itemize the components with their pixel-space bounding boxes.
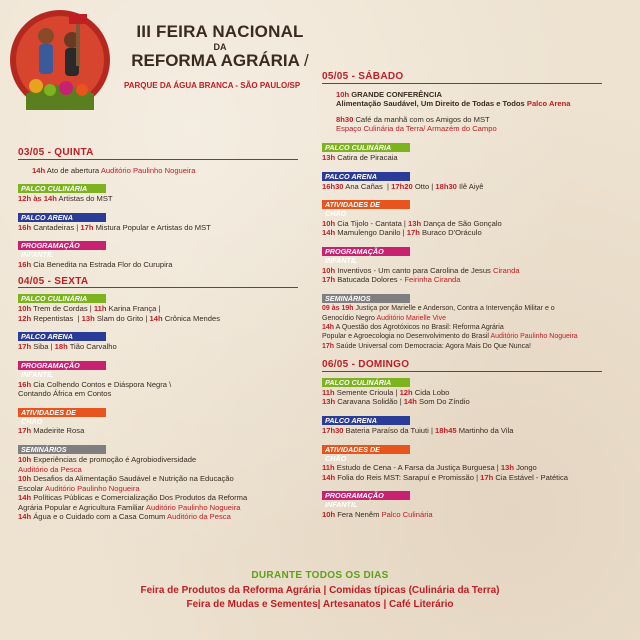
time: 10h (322, 265, 336, 275)
footer-item: Café Literário (389, 599, 454, 610)
time: 13h (408, 218, 422, 228)
time: 14h (32, 165, 46, 175)
day-heading-domingo: 06/05 - DOMINGO (322, 360, 602, 372)
activity: Políticas Públicas e Comercialização Dos Produtos da Reforma (33, 493, 248, 503)
activity: Água e o Cuidado com a Casa Comum (33, 512, 166, 522)
section-infantil (322, 491, 630, 519)
time: 17h (18, 426, 32, 436)
section-seminarios (18, 445, 308, 522)
venue: Ciranda (492, 265, 520, 275)
section-palco-arena (322, 416, 630, 436)
activity: Martinho da Vila (458, 425, 514, 435)
time: 16h (18, 222, 32, 232)
venue: Palco Culinária (381, 509, 433, 519)
title-slash: / (304, 51, 309, 70)
list-item (18, 493, 308, 503)
list-item (322, 99, 630, 109)
list-item (322, 275, 630, 285)
tag-programacao-infantil: PROGRAMAÇÃO INFANTIL (322, 247, 410, 256)
activity: Madeirite Rosa (33, 426, 85, 436)
activity: A Questão dos Agrotóxicos no Brasil: Reforma Agrária (335, 323, 504, 331)
section-seminarios (322, 294, 630, 351)
activity: Ato de abertura (46, 165, 100, 175)
time: 12h (399, 387, 413, 397)
time: 18h (54, 342, 68, 352)
tag-palco-arena: PALCO ARENA (18, 332, 106, 341)
left-column (18, 148, 308, 531)
time: 14h (403, 397, 417, 407)
time: 11h (322, 463, 335, 473)
list-item: 10h Cia Tijolo - Cantata | 13h Dança de São Gonçalo (322, 218, 502, 228)
activity: Siba (33, 342, 49, 352)
activity: Crônica Mendes (164, 313, 221, 323)
tag-programacao-infantil: PROGRAMAÇÃO INFANTIL (18, 361, 106, 370)
activity: Cia Colhendo Contos e Diáspora Negra \ (33, 379, 172, 389)
title-line-1: III FEIRA NACIONAL (136, 22, 304, 41)
section-infantil (322, 247, 630, 285)
day-heading-sabado: 05/05 - SÁBADO (322, 72, 602, 84)
activity: Ilê Aiyê (459, 181, 484, 191)
venue: Palco Arena (526, 99, 571, 109)
time: 13h (81, 313, 95, 323)
list-item: 16h30 Ana Cañas | 17h20 Otto | 18h30 Ilê Aiyê (322, 181, 484, 191)
activity: Folia do Reis MST: Sarapuí e Promissão (337, 472, 474, 482)
section-conferencia (322, 90, 630, 109)
time: 17h20 (391, 181, 413, 191)
time: 16h (18, 379, 32, 389)
section-atividades-chao (18, 408, 308, 436)
activity: Genocídio Negro (322, 314, 375, 322)
venue: Auditório Paulinho Nogueira (145, 502, 241, 512)
activity: Karina França (108, 304, 157, 314)
activity: Contando África em Contos (18, 389, 112, 399)
activity: Caravana Solidão (337, 397, 398, 407)
time: 14h (149, 313, 163, 323)
activity: Artistas do MST (58, 194, 113, 204)
list-item (322, 510, 630, 520)
section-palco-arena (18, 332, 308, 352)
activity: Cia Tijolo - Cantata (337, 218, 402, 228)
activity: Cantadeiras (33, 222, 75, 232)
time: 14h (18, 512, 32, 522)
time: 17h (480, 472, 494, 482)
activity: Cia Benedita na Estrada Flor do Curupira (33, 259, 173, 269)
time: 14h (322, 472, 336, 482)
activity: Desafios da Alimentação Saudável e Nutrição na Educação (33, 474, 234, 484)
tag-programacao-infantil: PROGRAMAÇÃO INFANTIL (322, 491, 410, 500)
footer-item: Feira de Mudas e Sementes (186, 599, 318, 610)
time: 18h30 (435, 181, 457, 191)
title-line-3 (120, 51, 320, 71)
header (0, 0, 320, 128)
day-heading-quinta: 03/05 - QUINTA (18, 148, 298, 160)
time: 12h às 14h (18, 194, 57, 204)
list-item (18, 512, 308, 522)
right-column (322, 72, 630, 529)
time: 10h (18, 454, 32, 464)
list-item: 12h Repentistas | 13h Slam do Grito | 14h Crônica Mendes (18, 313, 221, 323)
section-atividades-chao (322, 445, 630, 483)
list-item (18, 455, 308, 465)
time: 16h (18, 259, 32, 269)
venue: Auditório Paulinho Nogueira (490, 333, 578, 341)
section-palco-culinaria (322, 378, 630, 407)
list-item (18, 389, 308, 399)
tag-seminarios: SEMINÁRIOS (322, 294, 410, 303)
venue: Auditório Marielle Vive (376, 314, 446, 322)
activity: Cia Estável - Patética (495, 472, 568, 482)
list-item (322, 314, 630, 323)
time: 09 às 19h (322, 305, 354, 313)
list-item: 14h Folia do Reis MST: Sarapuí e Promissão | 17h Cia Estável - Patética (322, 472, 568, 482)
list-item: 16h Cantadeiras | 17h Mistura Popular e Artistas do MST (18, 222, 211, 232)
list-item (18, 194, 308, 204)
list-item (322, 115, 630, 125)
tag-palco-arena: PALCO ARENA (322, 416, 410, 425)
activity: GRANDE CONFERÊNCIA (351, 89, 442, 99)
list-item: 17h Siba | 18h Tião Carvalho (18, 342, 117, 352)
list-item (18, 503, 308, 513)
list-item (18, 260, 308, 270)
activity: Experiências de promoção é Agrobiodiversidade (33, 454, 197, 464)
footer-title: DURANTE TODOS OS DIAS (251, 570, 389, 581)
time: 10h (18, 304, 32, 314)
activity: Batucada Dolores - (337, 275, 403, 285)
footer-line-1: Feira de Produtos da Reforma Agrária | Comidas típicas (Culinária da Terra) (140, 585, 500, 596)
activity: Mamulengo Danilo (337, 228, 401, 238)
list-item: 17h30 Bateria Paraíso da Tuiuti | 18h45 Martinho da Vila (322, 425, 514, 435)
list-item (322, 90, 630, 100)
tag-palco-arena: PALCO ARENA (322, 172, 410, 181)
activity: Catira de Piracaia (337, 152, 398, 162)
time: 17h30 (322, 425, 344, 435)
list-item (322, 323, 630, 332)
activity: Jongo (516, 463, 537, 473)
time: 17h (18, 342, 32, 352)
location-text: PARQUE DA ÁGUA BRANCA - SÃO PAULO/SP (124, 81, 301, 90)
time: 17h (80, 222, 94, 232)
list-item (322, 342, 630, 351)
tag-atividades-chao: ATIVIDADES DE CHÃO (322, 200, 410, 209)
activity: Escolar (18, 483, 44, 493)
list-item (322, 124, 630, 134)
venue: Auditório Paulinho Nogueira (100, 165, 196, 175)
activity: Café da manhã com os Amigos do MST (355, 114, 490, 124)
tag-atividades-chao: ATIVIDADES DE CHÃO (18, 408, 106, 417)
section-infantil (18, 361, 308, 399)
list-item (322, 332, 630, 341)
activity: Bateria Paraíso da Tuiuti (345, 425, 429, 435)
footer-line-2: Feira de Mudas e Sementes| Artesanatos | Café Literário (186, 599, 454, 610)
time: 10h (336, 89, 350, 99)
activity: Buraco D'Oráculo (421, 228, 482, 238)
activity: Tião Carvalho (69, 342, 117, 352)
time: 17h (322, 275, 336, 285)
activity: Fera Nenêm (337, 509, 380, 519)
time: 16h30 (322, 181, 344, 191)
section-infantil (18, 241, 308, 269)
time: 17h (322, 342, 335, 350)
tag-programacao-infantil: PROGRAMAÇÃO INFANTIL (18, 241, 106, 250)
activity: Ana Cañas (345, 181, 383, 191)
section-palco-arena (322, 172, 630, 192)
section-abertura (18, 166, 308, 176)
time: 12h (18, 313, 32, 323)
list-item (322, 153, 630, 163)
tag-palco-culinaria: PALCO CULINÁRIA (322, 378, 410, 387)
footer (0, 570, 640, 612)
section-palco-culinaria (18, 184, 308, 204)
tag-palco-culinaria: PALCO CULINÁRIA (322, 143, 410, 152)
section-palco-culinaria (322, 143, 630, 163)
section-cafe (322, 115, 630, 134)
title-line-2: DA (213, 42, 227, 52)
venue: Auditório Paulinho Nogueira (45, 483, 140, 493)
time: 11h (322, 387, 335, 397)
list-item (18, 380, 308, 390)
list-item: 14h Mamulengo Danilo | 17h Buraco D'Oráculo (322, 228, 482, 238)
time: 13h (500, 463, 514, 473)
time: 14h (322, 323, 335, 331)
activity: Repentistas (33, 313, 74, 323)
farmers-emblem-icon (6, 6, 114, 114)
list-item (18, 465, 308, 475)
list-item (322, 266, 630, 276)
time: 17h (406, 228, 420, 238)
list-item (18, 484, 308, 494)
activity: Otto (414, 181, 430, 191)
time: 18h45 (435, 425, 457, 435)
activity: Inventivos - Um canto para Carolina de Jesus (337, 265, 491, 275)
tag-atividades-chao: ATIVIDADES DE CHÃO (322, 445, 410, 454)
tag-palco-culinaria: PALCO CULINÁRIA (18, 294, 106, 303)
activity: Alimentação Saudável, Um Direito de Todas e Todos (336, 99, 525, 109)
time: 13h (322, 397, 336, 407)
footer-item: Feira de Produtos da Reforma Agrária (140, 585, 321, 596)
list-item (322, 304, 630, 313)
time: 14h (18, 493, 32, 503)
activity: Justiça por Marielle e Anderson, Contra a Intervenção Militar e o (355, 305, 555, 313)
day-heading-sexta: 04/05 - SEXTA (18, 277, 298, 289)
time: 13h (322, 152, 336, 162)
time: 10h (322, 509, 336, 519)
tag-seminarios: SEMINÁRIOS (18, 445, 106, 454)
activity: Dança de São Gonçalo (423, 218, 502, 228)
activity: Saúde Universal com Democracia: Agora Mais Do Que Nunca! (336, 342, 531, 350)
list-item: 10h Trem de Cordas | 11h Karina França | (18, 304, 161, 314)
activity: Slam do Grito (96, 313, 144, 323)
list-item: 11h Semente Crioula | 12h Cida Lobo (322, 387, 450, 397)
footer-item: Artesanatos (322, 599, 381, 610)
activity: Mistura Popular e Artistas do MST (95, 222, 211, 232)
tag-palco-arena: PALCO ARENA (18, 213, 106, 222)
section-palco-culinaria (18, 294, 308, 323)
list-item (18, 426, 308, 436)
time: 11h (93, 304, 107, 314)
time: 14h (322, 228, 336, 238)
time: 10h (322, 218, 336, 228)
activity: Som Do Zíndio (419, 397, 470, 407)
venue: Espaço Culinária da Terra/ Armazém do Campo (336, 124, 497, 134)
activity: Estudo de Cena - A Farsa da Justiça Burguesa (336, 463, 495, 473)
section-atividades-chao (322, 200, 630, 238)
venue: Auditório da Pesca (18, 464, 82, 474)
venue: Feirinha Ciranda (404, 275, 461, 285)
section-palco-arena (18, 213, 308, 233)
tag-palco-culinaria: PALCO CULINÁRIA (18, 184, 106, 193)
title-main: REFORMA AGRÁRIA (131, 51, 300, 70)
venue: Auditório da Pesca (167, 512, 231, 522)
list-item (18, 166, 308, 176)
list-item: 11h Estudo de Cena - A Farsa da Justiça Burguesa | 13h Jongo (322, 463, 537, 473)
activity: Cida Lobo (414, 387, 450, 397)
list-item (18, 474, 308, 484)
time: 10h (18, 474, 32, 484)
footer-item: Comidas típicas (329, 585, 406, 596)
list-item: 13h Caravana Solidão | 14h Som Do Zíndio (322, 397, 470, 407)
activity: Agrária Popular e Agricultura Familiar (18, 502, 145, 512)
activity: Trem de Cordas (33, 304, 88, 314)
activity: Semente Crioula (336, 387, 394, 397)
time: 8h30 (336, 114, 354, 124)
activity: Popular e Agroecologia no Desenvolvimento do Brasil (322, 333, 489, 341)
footer-item: (Culinária da Terra) (408, 585, 500, 596)
title-block (120, 22, 320, 71)
